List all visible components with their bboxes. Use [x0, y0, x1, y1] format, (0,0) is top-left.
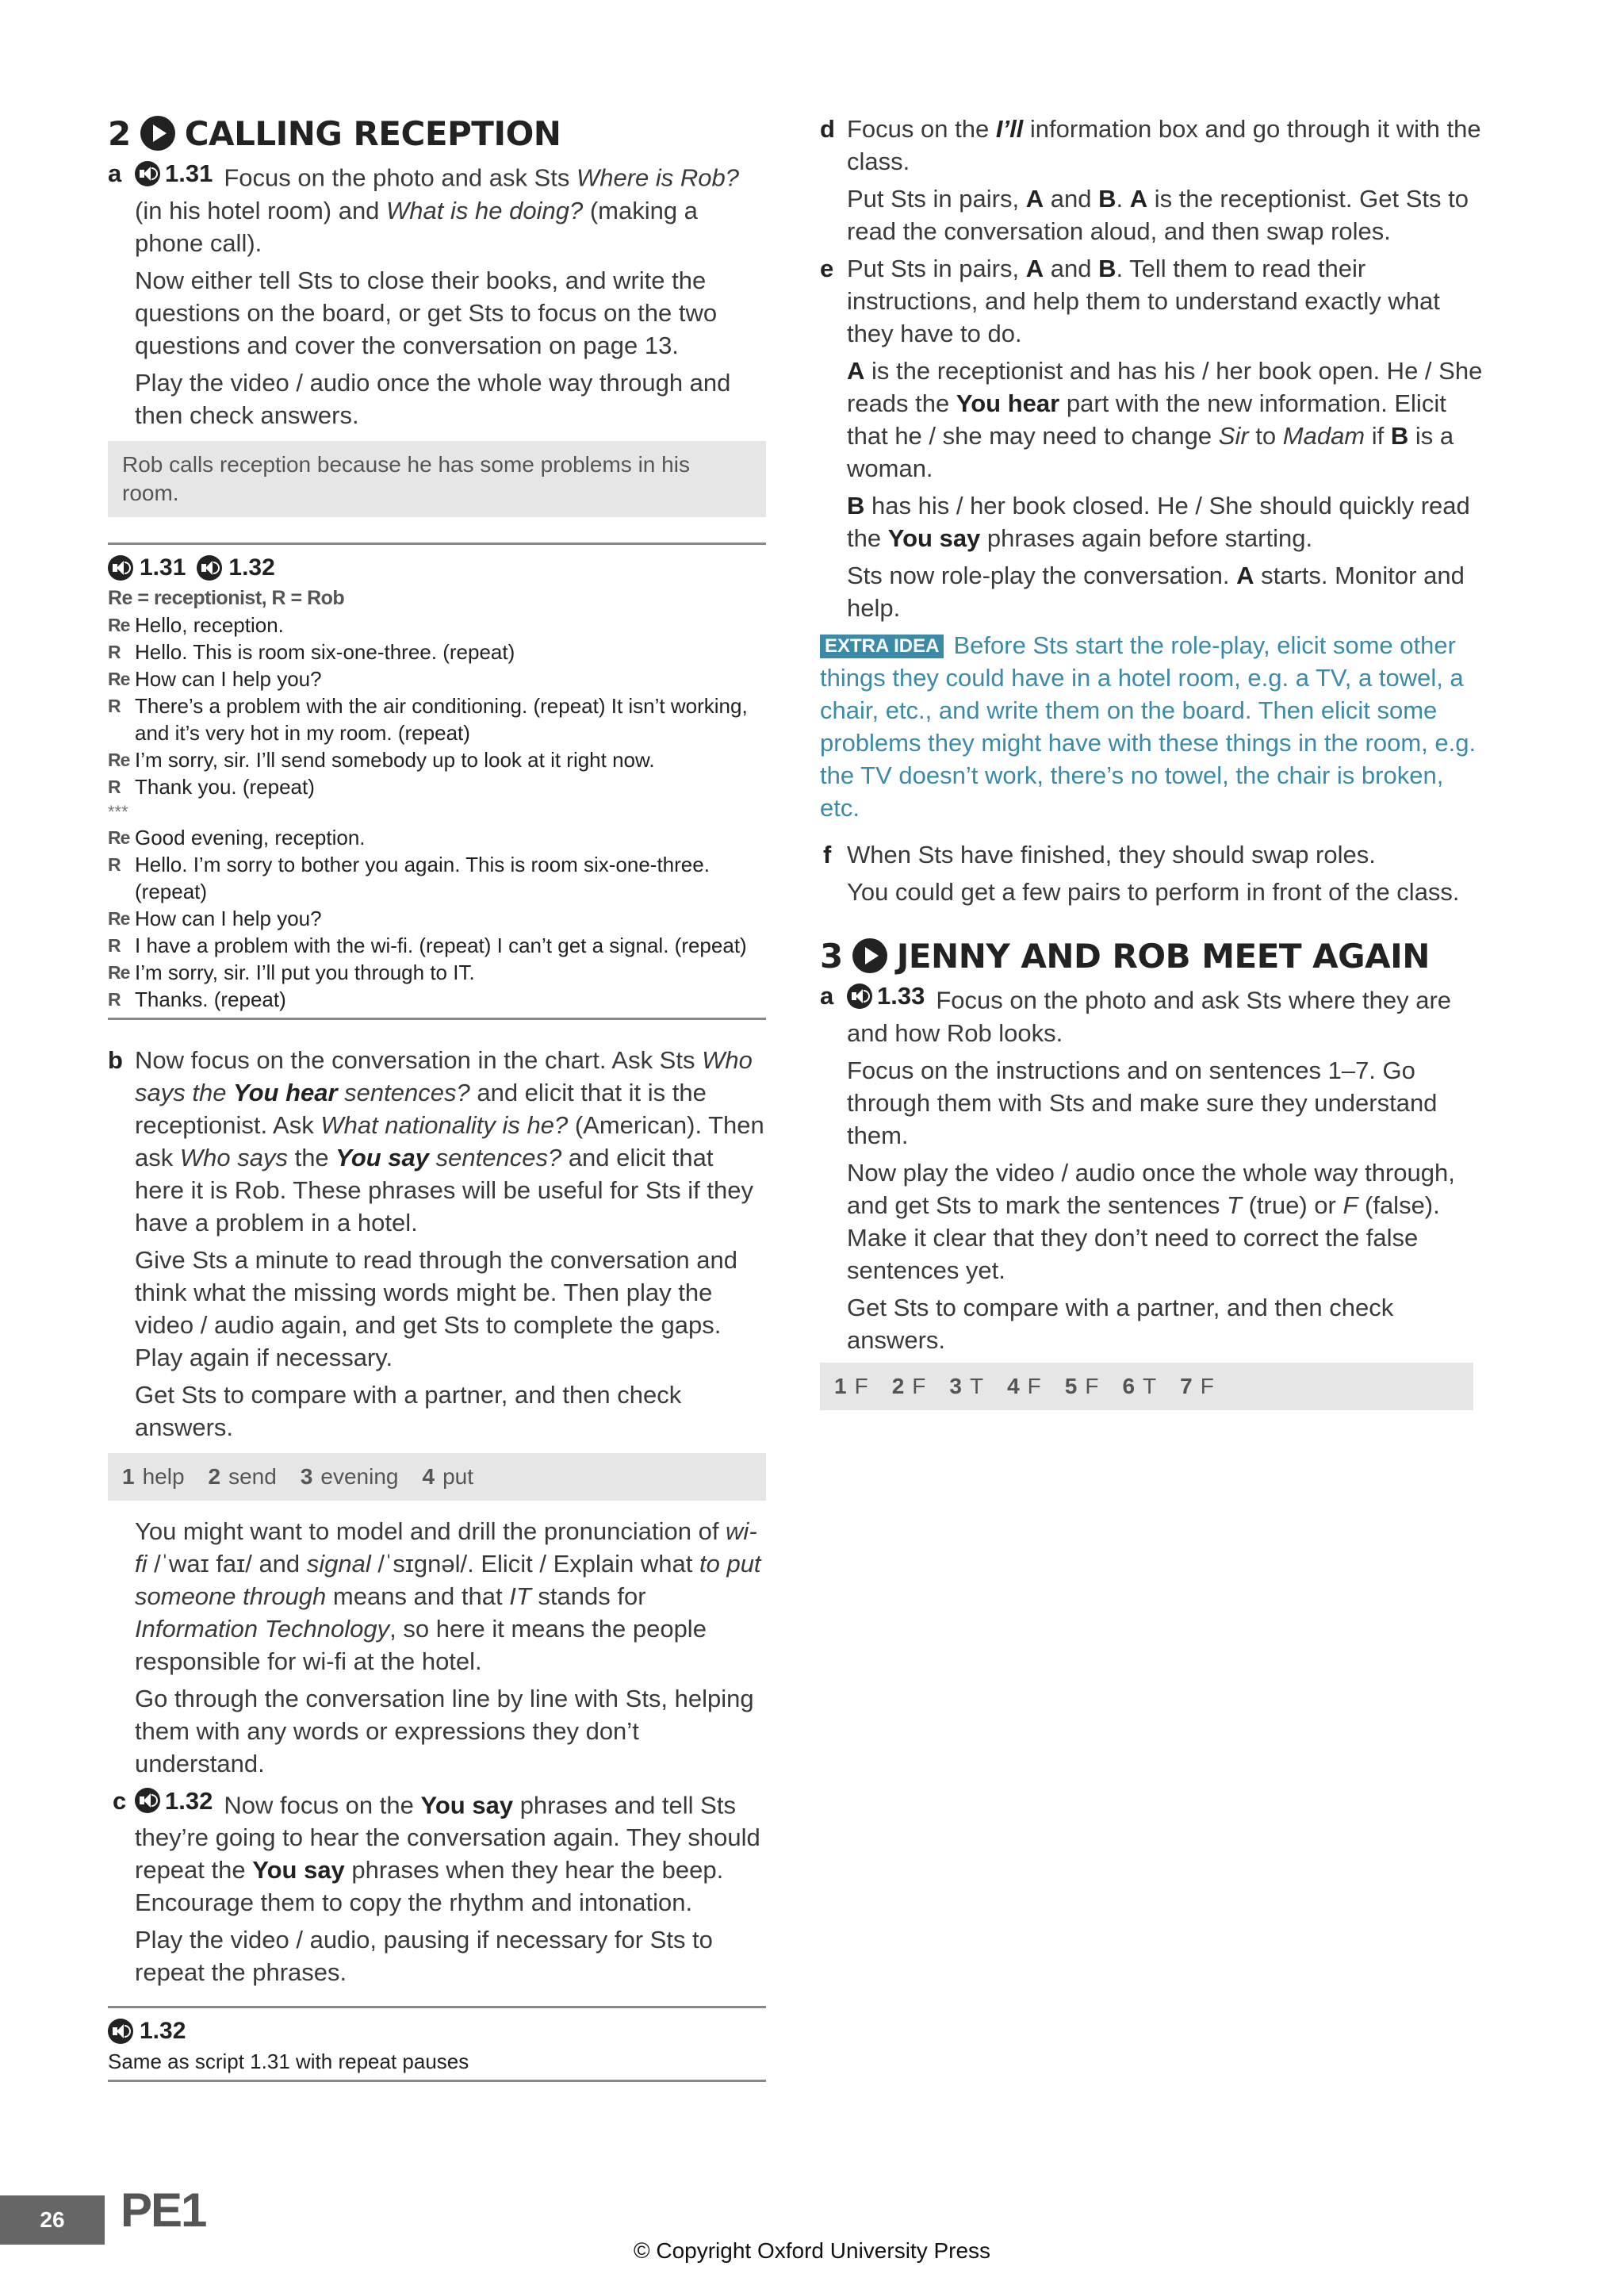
- section-2-heading: [108, 111, 766, 155]
- audio-icon: [108, 2019, 133, 2044]
- line-text: Hello, reception.: [135, 612, 284, 637]
- item-e: [820, 252, 1486, 624]
- script-line: [108, 638, 766, 665]
- speaker-label: R: [108, 988, 121, 1010]
- script-heading: 1.31 1.32: [108, 551, 766, 585]
- script-line: [108, 773, 766, 800]
- paragraph: You could get a few pairs to perform in front of the class.: [847, 878, 1460, 906]
- book-logo: PE1: [121, 2184, 206, 2237]
- paragraph: Play the video / audio once the whole way through and then check answers.: [135, 368, 731, 429]
- answer-number: 7: [1180, 1373, 1193, 1398]
- speaker-label: Re: [108, 614, 130, 635]
- item-letter: d: [820, 115, 835, 143]
- line-text: How can I help you?: [135, 666, 322, 691]
- paragraph: A is the receptionist and has his / her book open. He / She reads the You hear part with the new information. Elicit that he / she may need to change Sir to Madam if B is a woman.: [847, 357, 1483, 482]
- answer-box: [108, 1453, 766, 1501]
- line-text: There’s a problem with the air conditioning. (repeat) It isn’t working, and it’s very hot in my room. (repeat): [135, 693, 748, 745]
- extra-idea-box: [820, 629, 1486, 824]
- paragraph: You might want to model and drill the pronunciation of wi-fi /ˈwaɪ faɪ/ and signal /ˈsɪɡnəl/. Elicit / Explain what to put someone through means and that IT stands for Information Technology, so here it means the people responsible for wi-fi at the hotel.: [135, 1517, 761, 1675]
- audio-ref: 1.33: [847, 980, 925, 1012]
- speaker-label: R: [108, 695, 121, 716]
- script-line: [108, 932, 766, 959]
- script-lines: [108, 824, 766, 1013]
- paragraph: 1.31 Focus on the photo and ask Sts Where is Rob? (in his hotel room) and What is he doing? (making a phone call).: [135, 157, 766, 259]
- section-3-heading: [820, 934, 1486, 978]
- speaker-label: R: [108, 934, 121, 956]
- paragraph: Get Sts to compare with a partner, and then check answers.: [135, 1380, 682, 1441]
- item-3a: [820, 980, 1486, 1356]
- answer-box: Rob calls reception because he has some problems in his room.: [108, 441, 766, 517]
- audio-script: [108, 2006, 766, 2082]
- script-line: [108, 851, 766, 905]
- answer-value: F: [1085, 1373, 1099, 1398]
- section-number: 2: [108, 113, 131, 153]
- paragraph: Now play the video / audio once the whole way through, and get Sts to mark the sentences T (true) or F (false). Make it clear that they don’t need to correct the false sentences yet.: [847, 1158, 1455, 1284]
- answer-number: 1: [122, 1463, 135, 1489]
- item-f: [820, 838, 1486, 908]
- answer-box: [820, 1363, 1473, 1410]
- line-text: I have a problem with the wi-fi. (repeat) I can’t get a signal. (repeat): [135, 933, 747, 957]
- paragraph: Now either tell Sts to close their books, and write the questions on the board, or get Sts to focus on the two questions and cover the conversation on page 13.: [135, 266, 718, 359]
- item-b-continued: [108, 1515, 766, 1780]
- answer-value: evening: [320, 1463, 399, 1489]
- speaker-key: Re = receptionist, R = Rob: [108, 586, 345, 609]
- paragraph: Put Sts in pairs, A and B. A is the receptionist. Get Sts to read the conversation aloud, and then swap roles.: [847, 185, 1469, 245]
- answer-number: 4: [422, 1463, 435, 1489]
- paragraph: Go through the conversation line by line with Sts, helping them with any words or expressions they don’t understand.: [135, 1684, 754, 1777]
- answer-number: 2: [208, 1463, 221, 1489]
- audio-icon: [135, 161, 160, 186]
- paragraph: 1.33 Focus on the photo and ask Sts where they are and how Rob looks.: [847, 980, 1486, 1049]
- answer-value: help: [142, 1463, 185, 1489]
- answer-value: send: [228, 1463, 277, 1489]
- speaker-label: Re: [108, 826, 130, 848]
- speaker-label: Re: [108, 961, 130, 983]
- left-column: [108, 111, 766, 2082]
- script-line: [108, 665, 766, 692]
- item-letter: b: [108, 1045, 123, 1074]
- answer-value: T: [969, 1373, 984, 1398]
- item-letter: a: [820, 982, 834, 1010]
- paragraph: 1.32 Now focus on the You say phrases and tell Sts they’re going to hear the conversation again. They should repeat the You say phrases when they hear the beep. Encourage them to copy the rhythm and intonation.: [135, 1785, 766, 1919]
- line-text: I’m sorry, sir. I’ll put you through to IT.: [135, 960, 475, 984]
- script-line: [108, 746, 766, 773]
- answer-number: 1: [834, 1373, 847, 1398]
- paragraph: Focus on the instructions and on sentences 1–7. Go through them with Sts and make sure they understand them.: [847, 1056, 1438, 1149]
- audio-ref: 1.31: [135, 157, 213, 190]
- script-line: [108, 986, 766, 1013]
- copyright-notice: © Copyright Oxford University Press: [633, 2238, 991, 2263]
- script-line: Same as script 1.31 with repeat pauses: [108, 2050, 469, 2073]
- line-text: Thank you. (repeat): [135, 774, 315, 799]
- speaker-label: R: [108, 776, 121, 797]
- paragraph: B has his / her book closed. He / She should quickly read the You say phrases again before starting.: [847, 492, 1470, 552]
- section-title: JENNY AND ROB MEET AGAIN: [896, 936, 1430, 976]
- paragraph: Put Sts in pairs, A and B. Tell them to read their instructions, and help them to understand exactly what they have to do.: [847, 255, 1440, 347]
- answer-value: F: [1027, 1373, 1041, 1398]
- script-separator: ***: [108, 801, 128, 822]
- answer-number: 4: [1007, 1373, 1020, 1398]
- audio-ref: 1.32: [135, 1785, 213, 1817]
- speaker-label: R: [108, 853, 121, 875]
- answer-number: 5: [1064, 1373, 1078, 1398]
- play-icon: [852, 938, 887, 973]
- line-text: Thanks. (repeat): [135, 987, 286, 1011]
- answer-value: F: [1200, 1373, 1214, 1398]
- audio-script: [108, 543, 766, 1020]
- item-a: [108, 157, 766, 431]
- item-c: [108, 1785, 766, 1989]
- script-line: [108, 612, 766, 638]
- page-number: 26: [0, 2195, 105, 2245]
- line-text: I’m sorry, sir. I’ll send somebody up to look at it right now.: [135, 747, 655, 772]
- line-text: Good evening, reception.: [135, 825, 366, 849]
- script-lines: [108, 612, 766, 800]
- answer-value: put: [442, 1463, 473, 1489]
- answer-value: F: [854, 1373, 868, 1398]
- paragraph: Give Sts a minute to read through the conversation and think what the missing words might be. Then play the video / audio again, and get Sts to complete the gaps. Play again if necessary.: [135, 1245, 737, 1371]
- speaker-label: R: [108, 641, 121, 662]
- script-line: [108, 692, 766, 746]
- extra-idea-tag: EXTRA IDEA: [820, 635, 944, 658]
- right-column: [820, 113, 1486, 1410]
- paragraph: Play the video / audio, pausing if necessary for Sts to repeat the phrases.: [135, 1926, 713, 1986]
- extra-idea-text: Before Sts start the role-play, elicit some other things they could have in a hotel room, e.g. a TV, a towel, a chair, etc., and write them on the board. Then elicit some problems they might have with these things in the room, e.g. the TV doesn’t work, there’s no towel, the chair is broken, etc.: [820, 631, 1477, 822]
- line-text: Hello. This is room six-one-three. (repeat): [135, 639, 515, 664]
- section-title: CALLING RECEPTION: [184, 113, 561, 153]
- answer-value: T: [1143, 1373, 1157, 1398]
- answer-number: 3: [949, 1373, 962, 1398]
- answer-number: 3: [300, 1463, 313, 1489]
- paragraph: When Sts have finished, they should swap roles.: [847, 841, 1376, 869]
- item-d: [820, 113, 1486, 247]
- audio-icon: [847, 984, 872, 1009]
- audio-icon: [197, 555, 222, 581]
- paragraph: Sts now role-play the conversation. A starts. Monitor and help.: [847, 562, 1465, 622]
- speaker-label: Re: [108, 668, 130, 689]
- speaker-label: Re: [108, 907, 130, 929]
- item-letter: a: [108, 159, 122, 187]
- section-number: 3: [820, 936, 843, 976]
- item-b: [108, 1044, 766, 1444]
- answer-number: 6: [1122, 1373, 1136, 1398]
- answer-number: 2: [891, 1373, 905, 1398]
- play-icon: [140, 116, 175, 151]
- line-text: How can I help you?: [135, 906, 322, 930]
- script-line: [108, 824, 766, 851]
- script-heading: 1.32: [108, 2015, 766, 2048]
- answer-value: F: [912, 1373, 926, 1398]
- audio-icon: [135, 1788, 160, 1813]
- script-line: [108, 959, 766, 986]
- item-letter: e: [820, 255, 834, 282]
- line-text: Hello. I’m sorry to bother you again. This is room six-one-three. (repeat): [135, 852, 710, 903]
- paragraph: Get Sts to compare with a partner, and then check answers.: [847, 1293, 1394, 1354]
- item-letter: f: [823, 841, 832, 869]
- script-line: [108, 905, 766, 932]
- item-letter: c: [113, 1786, 127, 1815]
- speaker-label: Re: [108, 749, 130, 770]
- paragraph: Focus on the I’ll information box and go through it with the class.: [847, 115, 1481, 175]
- paragraph: Now focus on the conversation in the chart. Ask Sts Who says the You hear sentences? and elicit that it is the receptionist. Ask What nationality is he? (American). Then ask Who says the You say sentences? and elicit that here it is Rob. These phrases will be useful for Sts if they have a problem in a hotel.: [135, 1045, 764, 1237]
- audio-icon: [108, 555, 133, 581]
